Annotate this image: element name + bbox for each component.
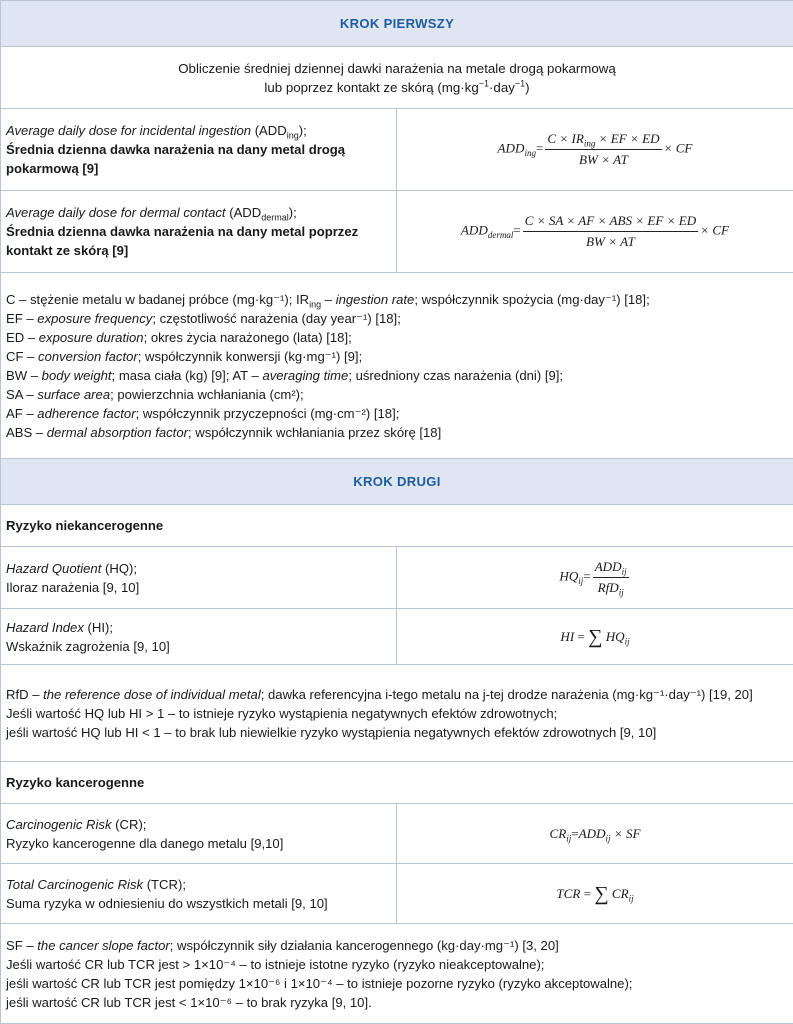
hi-row	[1, 609, 793, 665]
step1-header: KROK PIERWSZY	[1, 1, 793, 47]
tcr-formula: TCR = ∑ $CR_{ij}$	[397, 864, 793, 924]
noncancer-title: Ryzyko niekancerogenne	[1, 505, 793, 547]
hq-note-high: Jeśli wartość HQ lub HI > 1 – to istnieje ryzyko wystąpienia negatywnych efektów zdrowotnych;	[6, 705, 558, 721]
legend-ef: EF – exposure frequency; częstotliwość narażenia (day year⁻¹) [18];	[6, 310, 401, 326]
cancer-notes	[1, 924, 793, 1024]
hq-label: Hazard Quotient (HQ); Iloraz narażenia [9, 10]	[1, 547, 397, 609]
step2-header-row	[1, 459, 793, 505]
hq-formula: $HQ_{ij}=$ $\frac{ADD_{ij}}{RfD_{ij}}$	[397, 547, 793, 609]
hi-label: Hazard Index (HI); Wskaźnik zagrożenia [9, 10]	[1, 609, 397, 665]
tcr-row	[1, 864, 793, 924]
sf-note: SF – the cancer slope factor; współczynnik siły działania kancerogennego (kg·day·mg⁻¹) [3, 20]	[6, 937, 559, 953]
noncancer-notes-row	[1, 665, 793, 762]
step1-legend-row	[1, 273, 793, 459]
rfd-note: RfD – the reference dose of individual metal; dawka referencyjna i-tego metalu na j-tej drodze narażenia (mg·kg⁻¹·day⁻¹) [19, 20]	[6, 686, 753, 702]
noncancer-notes	[1, 665, 793, 762]
cr-note-mid: jeśli wartość CR lub TCR jest pomiędzy 1×10⁻⁶ i 1×10⁻⁴ – to istnieje pozorne ryzyko (ryzyko akceptowalne);	[6, 975, 633, 991]
step1-header-row	[1, 1, 793, 47]
add-dermal-row	[1, 191, 793, 273]
legend-bw: BW – body weight; masa ciała (kg) [9]; AT – averaging time; uśredniony czas narażenia (dni) [9];	[6, 367, 564, 383]
step1-intro-row	[1, 47, 793, 109]
step2-header: KROK DRUGI	[1, 459, 793, 505]
add-ingestion-formula: $ADD_{ing}=$ $\frac{C \times IR_{ing} \times EF \times ED}{BW \times AT}$ × CF	[397, 109, 793, 191]
legend-cf: CF – conversion factor; współczynnik konwersji (kg·mg⁻¹) [9];	[6, 348, 363, 364]
cr-label: Carcinogenic Risk (CR); Ryzyko kancerogenne dla danego metalu [9,10]	[1, 804, 397, 864]
intro-line-2: lub poprzez kontakt ze skórą $(mg\cdot kg^{-1}\cdot day^{-1})$	[264, 78, 530, 95]
legend-ed: ED – exposure duration; okres życia narażonego (lata) [18];	[6, 329, 352, 345]
cr-formula: $CR_{ij}=ADD_{ij}$ × SF	[397, 804, 793, 864]
legend-sa: SA – surface area; powierzchnia wchłaniania (cm²);	[6, 386, 304, 402]
cancer-title-row	[1, 762, 793, 804]
legend-af: AF – adherence factor; współczynnik przyczepności (mg·cm⁻²) [18];	[6, 405, 400, 421]
cancer-title: Ryzyko kancerogenne	[1, 762, 793, 804]
intro-line-1: Obliczenie średniej dziennej dawki narażenia na metale drogą pokarmową	[178, 60, 616, 76]
tcr-label: Total Carcinogenic Risk (TCR); Suma ryzyka w odniesieniu do wszystkich metali [9, 10]	[1, 864, 397, 924]
cancer-notes-row	[1, 924, 793, 1024]
hq-row	[1, 547, 793, 609]
cr-row	[1, 804, 793, 864]
step1-intro	[1, 47, 793, 109]
hi-formula: HI = ∑ $HQ_{ij}$	[397, 609, 793, 665]
add-dermal-label: Average daily dose for dermal contact $(ADD_{dermal})$; Średnia dzienna dawka narażenia na dany metal poprzez kontakt ze skórą [9]	[1, 191, 397, 273]
noncancer-title-row	[1, 505, 793, 547]
add-ingestion-row	[1, 109, 793, 191]
legend-abs: ABS – dermal absorption factor; współczynnik wchłaniania przez skórę [18]	[6, 424, 442, 440]
cr-note-high: Jeśli wartość CR lub TCR jest > 1×10⁻⁴ – to istnieje istotne ryzyko (ryzyko nieakceptowalne);	[6, 956, 545, 972]
legend-c: C – stężenie metalu w badanej próbce (mg·kg⁻¹); $IR_{ing}$ – ingestion rate; współczynnik spożycia (mg·day⁻¹) [18];	[6, 291, 650, 310]
hq-note-low: jeśli wartość HQ lub HI < 1 – to brak lub niewielkie ryzyko wystąpienia negatywnych efektów zdrowotnych [9, 10]	[6, 724, 657, 740]
cr-note-low: jeśli wartość CR lub TCR jest < 1×10⁻⁶ – to brak ryzyka [9, 10].	[6, 994, 372, 1010]
add-dermal-formula: $ADD_{dermal}=$ $\frac{\text{C × SA × AF × ABS × EF × ED}}{BW \times AT}$ × CF	[397, 191, 793, 273]
add-ingestion-label: Average daily dose for incidental ingestion $(ADD_{ing})$; Średnia dzienna dawka narażenia na dany metal drogą pokarmową [9]	[1, 109, 397, 191]
step1-legend	[1, 273, 793, 459]
